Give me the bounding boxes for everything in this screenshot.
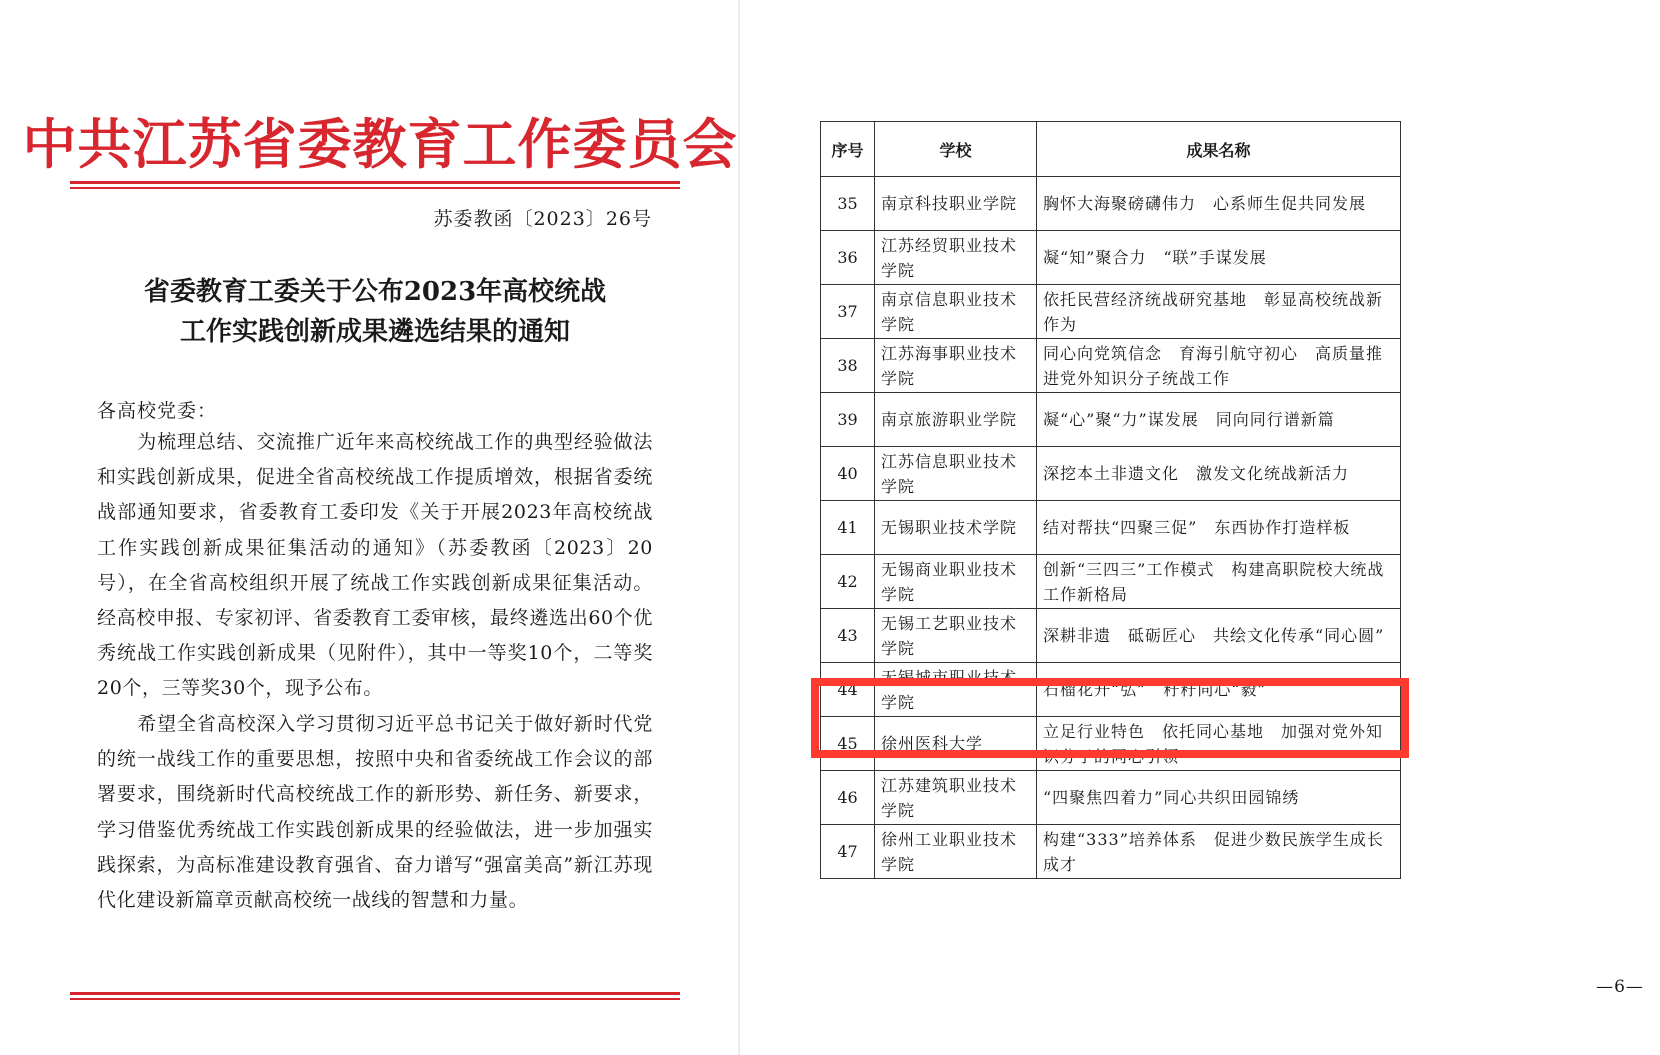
row-school: 无锡商业职业技术学院 <box>875 555 1037 609</box>
row-number: 35 <box>821 177 875 231</box>
row-school: 无锡城市职业技术学院 <box>875 663 1037 717</box>
table-row <box>821 825 1401 879</box>
row-achievement: 构建“333”培养体系 促进少数民族学生成长成才 <box>1037 825 1401 879</box>
document-title <box>90 272 660 352</box>
row-school: 南京信息职业技术学院 <box>875 285 1037 339</box>
row-number: 41 <box>821 501 875 555</box>
row-school: 江苏经贸职业技术学院 <box>875 231 1037 285</box>
header-number: 序号 <box>821 122 875 177</box>
row-school: 无锡职业技术学院 <box>875 501 1037 555</box>
table-body <box>821 177 1401 879</box>
header-achievement: 成果名称 <box>1037 122 1401 177</box>
row-number: 40 <box>821 447 875 501</box>
table-row <box>821 609 1401 663</box>
row-number: 43 <box>821 609 875 663</box>
right-page <box>740 0 1644 1055</box>
letterhead-title: 中共江苏省委教育工作委员会 <box>22 112 738 176</box>
row-number: 46 <box>821 771 875 825</box>
table-row <box>821 231 1401 285</box>
row-school: 徐州医科大学 <box>875 717 1037 771</box>
red-rule-top-thick <box>70 181 680 184</box>
row-number: 44 <box>821 663 875 717</box>
table-row <box>821 447 1401 501</box>
row-achievement: “四聚焦四着力”同心共织田园锦绣 <box>1037 771 1401 825</box>
row-achievement: 深耕非遗 砥砺匠心 共绘文化传承“同心圆” <box>1037 609 1401 663</box>
row-number: 37 <box>821 285 875 339</box>
row-achievement: 深挖本土非遗文化 激发文化统战新活力 <box>1037 447 1401 501</box>
document-number: 苏委教函〔2023〕26号 <box>433 208 652 230</box>
row-number: 47 <box>821 825 875 879</box>
row-achievement: 胸怀大海聚磅礴伟力 心系师生促共同发展 <box>1037 177 1401 231</box>
row-number: 45 <box>821 717 875 771</box>
row-number: 38 <box>821 339 875 393</box>
highlight-box <box>811 678 1409 758</box>
table-row <box>821 555 1401 609</box>
award-table-container <box>820 121 1400 879</box>
table-header-row <box>821 122 1401 177</box>
row-number: 42 <box>821 555 875 609</box>
left-page <box>0 0 740 1055</box>
row-achievement: 石榴花开“弘” 籽籽同心“毅” <box>1037 663 1401 717</box>
row-achievement: 立足行业特色 依托同心基地 加强对党外知识分子的同心引领 <box>1037 717 1401 771</box>
body-paragraph-2-text: 希望全省高校深入学习贯彻习近平总书记关于做好新时代党的统一战线工作的重要思想，按照中央和省委统战工作会议的部署要求，围绕新时代高校统战工作的新形势、新任务、新要求，学习借鉴优秀统战工作实践创新成果的经验做法，进一步加强实践探索，为高标准建设教育强省、奋力谱写“强富美高”新江苏现代化建设新篇章贡献高校统一战线的智慧和力量。 <box>97 713 653 912</box>
body-paragraph-1 <box>97 425 653 707</box>
body-paragraph-1-text: 为梳理总结、交流推广近年来高校统战工作的典型经验做法和实践创新成果，促进全省高校统战工作提质增效，根据省委统战部通知要求，省委教育工委印发《关于开展2023年高校统战工作实践创新成果征集活动的通知》（苏委教函〔2023〕20号），在全省高校组织开展了统战工作实践创新成果征集活动。经高校申报、专家初评、省委教育工委审核，最终遴选出60个优秀统战工作实践创新成果（见附件），其中一等奖10个，二等奖20个，三等奖30个，现予公布。 <box>97 431 653 700</box>
row-achievement: 创新“三四三”工作模式 构建高职院校大统战工作新格局 <box>1037 555 1401 609</box>
table-row <box>821 285 1401 339</box>
page-number: —6— <box>1596 977 1644 997</box>
row-achievement: 结对帮扶“四聚三促” 东西协作打造样板 <box>1037 501 1401 555</box>
row-school: 南京科技职业学院 <box>875 177 1037 231</box>
body-paragraph-2 <box>97 707 653 918</box>
row-school: 徐州工业职业技术学院 <box>875 825 1037 879</box>
row-number: 36 <box>821 231 875 285</box>
table-row <box>821 177 1401 231</box>
red-rule-bottom-thin <box>70 998 680 1000</box>
table-row <box>821 501 1401 555</box>
row-school: 江苏建筑职业技术学院 <box>875 771 1037 825</box>
salutation: 各高校党委： <box>97 400 218 422</box>
row-achievement: 凝“知”聚合力 “联”手谋发展 <box>1037 231 1401 285</box>
document-title-line-1: 省委教育工委关于公布2023年高校统战 <box>143 277 607 307</box>
row-school: 南京旅游职业学院 <box>875 393 1037 447</box>
row-achievement: 同心向党筑信念 育海引航守初心 高质量推进党外知识分子统战工作 <box>1037 339 1401 393</box>
red-rule-top-thin <box>70 187 680 189</box>
table-row <box>821 393 1401 447</box>
document-title-line-2: 工作实践创新成果遴选结果的通知 <box>179 317 570 347</box>
header-school: 学校 <box>875 122 1037 177</box>
red-rule-bottom-thick <box>70 992 680 995</box>
award-table <box>820 121 1401 879</box>
row-achievement: 凝“心”聚“力”谋发展 同向同行谱新篇 <box>1037 393 1401 447</box>
row-school: 江苏海事职业技术学院 <box>875 339 1037 393</box>
table-row <box>821 339 1401 393</box>
row-achievement: 依托民营经济统战研究基地 彰显高校统战新作为 <box>1037 285 1401 339</box>
row-number: 39 <box>821 393 875 447</box>
row-school: 无锡工艺职业技术学院 <box>875 609 1037 663</box>
table-row <box>821 771 1401 825</box>
row-school: 江苏信息职业技术学院 <box>875 447 1037 501</box>
